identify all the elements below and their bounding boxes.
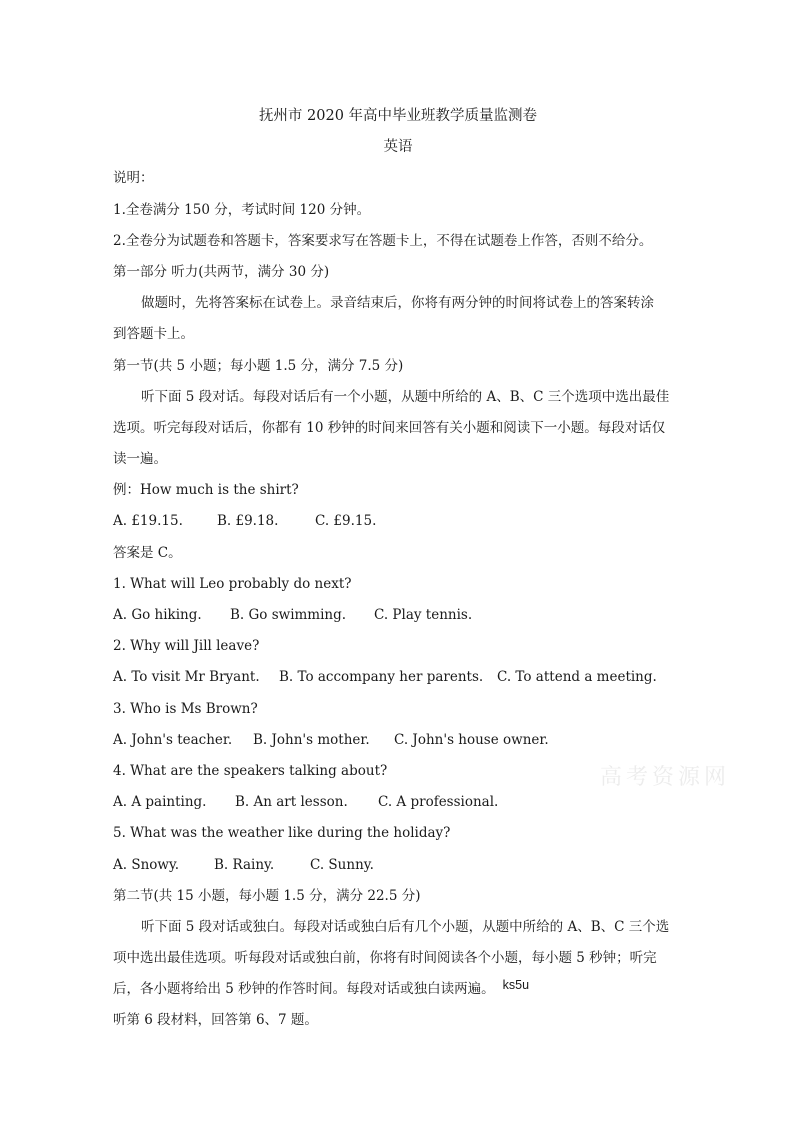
- option-a: A. John's teacher.: [113, 731, 233, 748]
- question-5: 5. What was the weather like during the holiday?: [113, 825, 451, 842]
- exam-title: 抚州市 2020 年高中毕业班教学质量监测卷: [258, 108, 538, 124]
- exam-subject: 英语: [383, 139, 413, 156]
- section1-heading: 第一节(共 5 小题；每小题 1.5 分，满分 7.5 分): [113, 357, 404, 374]
- question-3-options: [113, 725, 683, 756]
- option-a: A. A painting.: [113, 794, 207, 811]
- option-c: C. Play tennis.: [374, 607, 473, 623]
- instruction-item: 2.全卷分为试题卷和答题卡，答案要求写在答题卡上，不得在试题卷上作答，否则不给分。: [113, 232, 653, 249]
- section2-directions-last: [113, 974, 683, 1005]
- example-question: 例：How much is the shirt?: [113, 482, 299, 499]
- instruction-item: 1.全卷满分 150 分，考试时间 120 分钟。: [113, 201, 371, 218]
- option-a: A. To visit Mr Bryant.: [113, 669, 260, 686]
- section2-directions: 项中选出最佳选项。听每段对话或独白前，你将有时间阅读各个小题，每小题 5 秒钟；听完: [113, 950, 657, 967]
- ks5u-mark: ks5u: [502, 978, 530, 993]
- exam-page: [113, 101, 683, 1037]
- option-a: A. £19.15.: [113, 513, 183, 530]
- section2-directions: 听下面 5 段对话或独白。每段对话或独白后有几个小题，从题中所给的 A、B、C 三个选: [141, 918, 670, 935]
- part1-heading: 第一部分 听力(共两节，满分 30 分): [113, 263, 330, 280]
- part1-intro: 做题时，先将答案标在试卷上。录音结束后，你将有两分钟的时间将试卷上的答案转涂: [141, 295, 654, 312]
- question-4: 4. What are the speakers talking about?: [113, 762, 388, 779]
- option-a: A. Go hiking.: [113, 607, 202, 623]
- option-c: C. To attend a meeting.: [497, 669, 657, 686]
- question-5-options: [113, 850, 683, 881]
- option-a: A. Snowy.: [113, 856, 180, 873]
- option-b: B. £9.18.: [217, 513, 279, 530]
- question-2: 2. Why will Jill leave?: [113, 638, 260, 655]
- question-1-options: [113, 600, 683, 631]
- option-c: C. A professional.: [378, 794, 499, 811]
- option-b: B. An art lesson.: [235, 794, 348, 811]
- option-c: C. John's house owner.: [394, 731, 549, 748]
- section1-directions: 选项。听完每段对话后，你都有 10 秒钟的时间来回答有关小题和阅读下一小题。每段对话仅: [113, 419, 666, 436]
- section1-directions: 听下面 5 段对话。每段对话后有一个小题，从题中所给的 A、B、C 三个选项中选出最佳: [141, 388, 670, 405]
- part1-intro: 到答题卡上。: [113, 326, 194, 343]
- option-c: C. Sunny.: [310, 856, 374, 873]
- material-note: 听第 6 段材料，回答第 6、7 题。: [113, 1012, 318, 1029]
- section2-heading: 第二节(共 15 小题，每小题 1.5 分，满分 22.5 分): [113, 887, 421, 904]
- section2-directions: 后，各小题将给出 5 秒钟的作答时间。每段对话或独白读两遍。: [113, 981, 495, 998]
- option-c: C. £9.15.: [315, 513, 377, 530]
- question-3: 3. Who is Ms Brown?: [113, 700, 258, 717]
- section1-directions: 读一遍。: [113, 451, 167, 468]
- option-b: B. To accompany her parents.: [279, 669, 484, 686]
- question-2-options: [113, 662, 683, 693]
- option-b: B. Rainy.: [214, 856, 275, 873]
- example-options: [113, 506, 683, 537]
- watermark: 高考资源网: [600, 765, 731, 790]
- question-1: 1. What will Leo probably do next?: [113, 575, 352, 592]
- instructions-heading: 说明：: [113, 170, 154, 187]
- option-b: B. John's mother.: [253, 731, 370, 748]
- option-b: B. Go swimming.: [230, 607, 347, 623]
- question-4-options: [113, 787, 683, 818]
- example-answer: 答案是 C。: [113, 544, 182, 561]
